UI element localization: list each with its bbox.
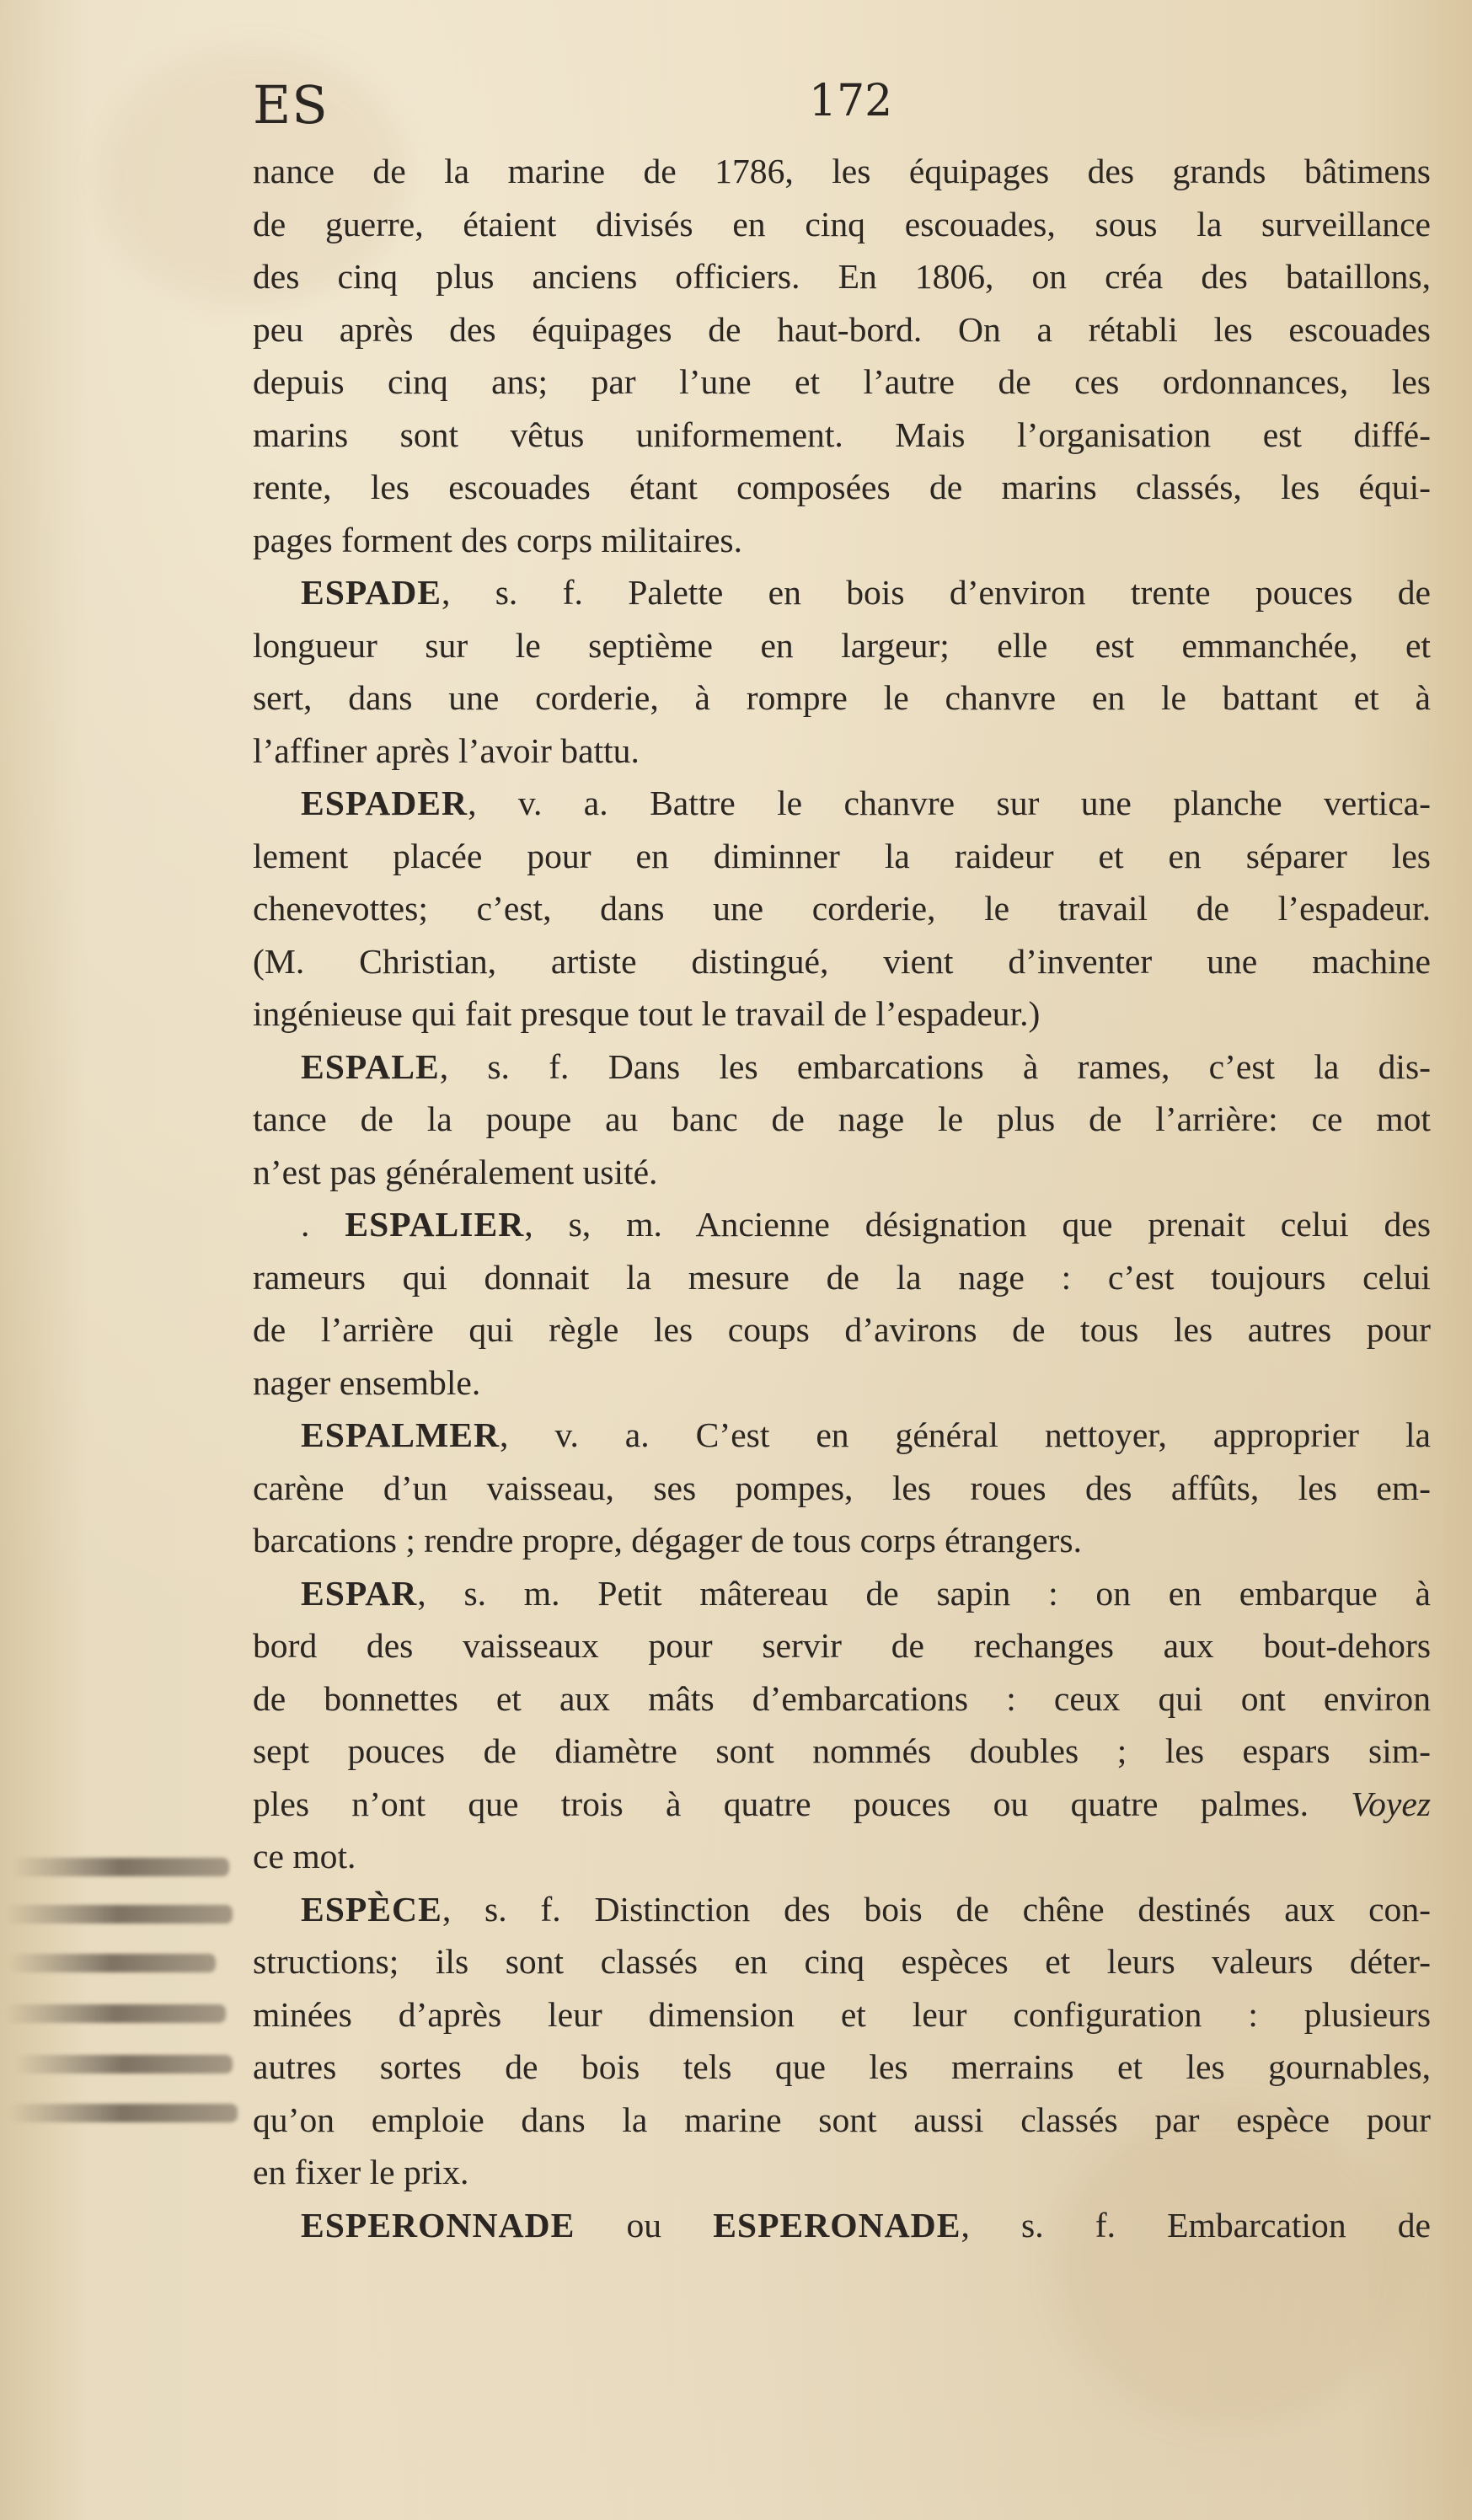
text-line: de bonnettes et aux mâts d’embarcations : ceux qui ont environ	[253, 1678, 1431, 1718]
text-line: nager ensemble.	[253, 1362, 481, 1402]
ink-bleed-through	[0, 1849, 244, 2170]
headword: ESPERONNADE	[301, 2205, 575, 2244]
ink-smudge	[12, 1858, 229, 1876]
headword: ESPADE	[301, 573, 442, 612]
text-line: rente, les escouades étant composées de marins classés, les équi-	[253, 468, 1431, 506]
text-line: qu’on emploie dans la marine sont aussi classés par espèce pour	[253, 2100, 1431, 2139]
text-line-with-reference	[253, 1778, 1431, 1831]
text-line: de l’arrière qui règle les coups d’avirons de tous les autres pour	[253, 1310, 1431, 1349]
text-line: rameurs qui donnait la mesure de la nage : c’est toujours celui	[253, 1257, 1431, 1297]
text-line: (M. Christian, artiste distingué, vient d’inventer une machine	[253, 941, 1431, 981]
text-line: nance de la marine de 1786, les équipages des grands bâtimens	[253, 152, 1431, 190]
dictionary-text	[253, 145, 1431, 2251]
ink-smudge	[5, 2004, 226, 2023]
text-line: Embarcation de	[1167, 2205, 1432, 2244]
part-of-speech: , v. a.	[468, 784, 608, 822]
entry-prefix: .	[301, 1205, 345, 1244]
text-line: minées d’après leur dimension et leur configuration : plusieurs	[253, 1994, 1431, 2034]
text-line: ce mot.	[253, 1837, 356, 1875]
running-head: ES	[253, 74, 329, 136]
text-line: structions; ils sont classés en cinq espèces et leurs valeurs déter-	[253, 1942, 1431, 1981]
text-line: sert, dans une corderie, à rompre le chanvre en le battant et à	[253, 678, 1431, 717]
text-line: Distinction des bois de chêne destinés aux con-	[594, 1889, 1431, 1929]
text-line: sept pouces de diamètre sont nommés doubles ; les espars sim-	[253, 1731, 1431, 1770]
text-line: ingénieuse qui fait presque tout le travail de l’espadeur.)	[253, 994, 1041, 1033]
headword: ESPALMER	[301, 1415, 500, 1454]
part-of-speech: , s. f.	[961, 2205, 1116, 2244]
page-number: 172	[809, 76, 893, 126]
entry-espalier	[253, 1198, 1431, 1251]
entry-espade	[253, 566, 1431, 619]
text-line: depuis cinq ans; par l’une et l’autre de ces ordonnances, les	[253, 362, 1431, 401]
text-line: lement placée pour en diminner la raideur et en séparer les	[253, 836, 1431, 875]
ink-smudge	[8, 2104, 238, 2122]
text-line: C’est en général nettoyer, approprier la	[695, 1415, 1431, 1454]
text-line: n’est pas généralement usité.	[253, 1152, 658, 1191]
ink-smudge	[8, 1954, 216, 1972]
connector: ou	[575, 2205, 714, 2244]
text-line: tance de la poupe au banc de nage le plus de l’arrière: ce mot	[253, 1099, 1431, 1138]
text-line: Ancienne désignation que prenait celui des	[695, 1205, 1432, 1244]
headword: ESPALE	[301, 1046, 440, 1086]
text-line: Dans les embarcations à rames, c’est la dis-	[608, 1046, 1432, 1086]
entry-espale	[253, 1041, 1431, 1094]
text-line: ples n’ont que trois à quatre pouces ou quatre palmes.	[253, 1784, 1309, 1823]
entry-esperonnade	[253, 2199, 1431, 2252]
text-line: longueur sur le septième en largeur; elle est emmanchée, et	[253, 625, 1431, 665]
entry-espar	[253, 1567, 1431, 1620]
text-line: Petit mâtereau de sapin : on en embarque à	[597, 1573, 1431, 1613]
part-of-speech: , s. f.	[442, 1889, 561, 1929]
headword: ESPALIER	[345, 1205, 525, 1244]
text-line: en fixer le prix.	[253, 2153, 469, 2191]
entry-espece	[253, 1883, 1431, 1936]
ink-smudge	[5, 1905, 233, 1923]
text-line: de guerre, étaient divisés en cinq escouades, sous la surveillance	[253, 204, 1431, 243]
part-of-speech: , s, m.	[524, 1205, 662, 1244]
entry-espader	[253, 777, 1431, 830]
entry-espalmer	[253, 1409, 1431, 1462]
text-line: des cinq plus anciens officiers. En 1806, on créa des bataillons,	[253, 257, 1431, 296]
cross-reference: Voyez	[1351, 1784, 1431, 1823]
text-line: carène d’un vaisseau, ses pompes, les roues des affûts, les em-	[253, 1468, 1431, 1507]
headword: ESPADER	[301, 784, 468, 822]
ink-smudge	[15, 2055, 233, 2073]
headword: ESPERONADE	[713, 2205, 961, 2244]
text-line: marins sont vêtus uniformement. Mais l’organisation est diffé-	[253, 415, 1431, 454]
text-line: l’affiner après l’avoir battu.	[253, 730, 640, 770]
part-of-speech: , s. f.	[439, 1046, 570, 1086]
text-line: autres sortes de bois tels que les merrains et les gournables,	[253, 2047, 1431, 2086]
text-line: bord des vaisseaux pour servir de rechanges aux bout-dehors	[253, 1626, 1431, 1665]
part-of-speech: , v. a.	[500, 1415, 650, 1454]
text-line: peu après des équipages de haut-bord. On a rétabli les escouades	[253, 309, 1431, 349]
page-header	[253, 74, 1432, 142]
text-line: Battre le chanvre sur une planche vertica-	[650, 784, 1431, 822]
headword: ESPÈCE	[301, 1889, 442, 1929]
part-of-speech: , s. m.	[417, 1573, 560, 1613]
part-of-speech: , s. f.	[442, 573, 583, 612]
text-line: pages forment des corps militaires.	[253, 520, 742, 559]
text-line: barcations ; rendre propre, dégager de tous corps étrangers.	[253, 1521, 1082, 1560]
text-line: Palette en bois d’environ trente pouces de	[628, 573, 1431, 612]
text-line: chenevottes; c’est, dans une corderie, le travail de l’espadeur.	[253, 889, 1431, 928]
headword: ESPAR	[301, 1573, 418, 1613]
